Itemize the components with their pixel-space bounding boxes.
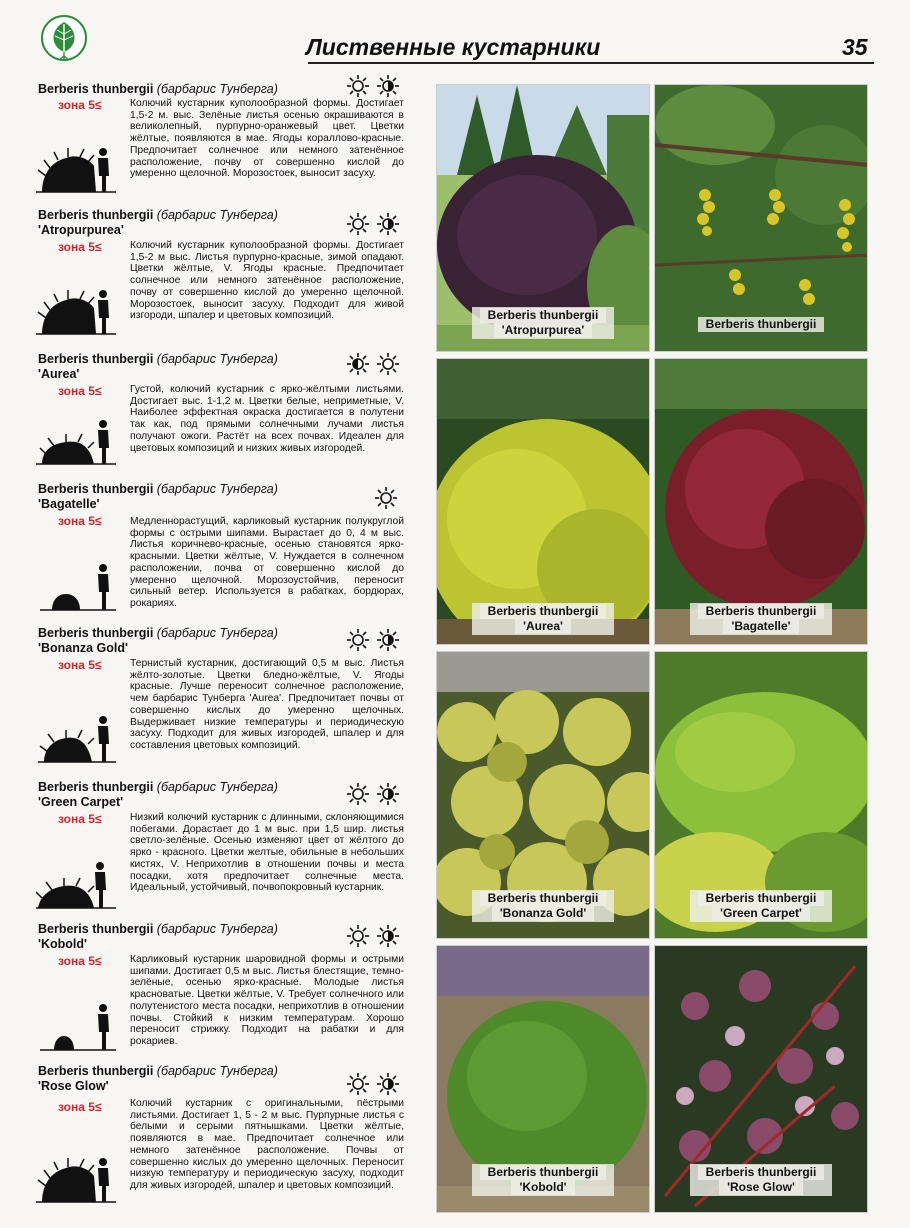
- light-icons: [374, 486, 398, 510]
- photo-green-carpet: [654, 651, 868, 939]
- photo-caption-cultivar: 'Aurea': [515, 619, 571, 634]
- latin-name: Berberis thunbergii: [38, 922, 154, 936]
- photo-bonanza-gold: [436, 651, 650, 939]
- entry-title: [38, 1064, 278, 1079]
- entry-description: Тернистый кустарник, достигающий 0,5 м выс. Листья жёлто-золотые. Цветки бледно-жёлтые, V. Ягоды красные. Лучше переносит солнечное расположение, чем барбарис Тунберга 'Aurea'. Предпочитает почвы от совершенно кислых до умеренно щелочных. Выдерживает низкие температуры и периодическую засуху. Подходит для живых изгородей, шпалер и для составления цветовых композиций.: [130, 658, 404, 751]
- shrub-silhouette-icon: [36, 1152, 116, 1204]
- entry-description: Густой, колючий кустарник с ярко-жёлтыми листьями. Достигает выс. 1-1,2 м. Цветки белые, неприметные, V. Наиболее эффектная окраска достигается в полутени так как, под прямыми солнечными лучами листья получают ожоги. Растёт на всех почвах. Идеален для цветовых композиций и низких живых изгородей.: [130, 384, 404, 454]
- shrub-silhouette-icon: [36, 142, 116, 194]
- latin-name: Berberis thunbergii: [38, 82, 154, 96]
- entry-description: Колючий кустарник куполообразной формы. Достигает 1,5-2 м. выс. Зелёные листья осенью окрашиваются в великолепный, пурпурно-оранжевый цвет. Цветки жёлтые, появляются в мае. Ягоды кораллово-красные. Предпочитает солнечное или немного затенённое расположение, почву от совершенно кислой до умеренно щелочной. Морозостоек, выносит засуху.: [130, 98, 404, 180]
- photo-thunbergii-flowers: [654, 84, 868, 352]
- photo-atropurpurea: [436, 84, 650, 352]
- shrub-silhouette-icon: [36, 284, 116, 336]
- hardiness-zone: зона 5≤: [58, 1100, 102, 1114]
- entry-title: [38, 626, 278, 641]
- entry-title: [38, 208, 278, 223]
- latin-name: Berberis thunbergii: [38, 626, 154, 640]
- photo-caption-cultivar: 'Green Carpet': [712, 906, 810, 921]
- light-icons: [346, 352, 400, 376]
- half-shade-icon: [346, 352, 370, 376]
- shrub-silhouette-icon: [36, 858, 116, 910]
- plant-entry: [0, 626, 420, 776]
- entry-title: [38, 482, 278, 497]
- shrub-silhouette-icon: [36, 560, 116, 612]
- photo-caption-line: Berberis thunbergii: [480, 891, 607, 906]
- photo-caption-line: Berberis thunbergii: [698, 1165, 825, 1180]
- hardiness-zone: зона 5≤: [58, 514, 102, 528]
- latin-name: Berberis thunbergii: [38, 1064, 154, 1078]
- cultivar-name: 'Bagatelle': [38, 497, 100, 511]
- half-shade-icon: [376, 1072, 400, 1096]
- russian-name: (барбарис Тунберга): [156, 352, 278, 366]
- photo-caption-cultivar: 'Rose Glow': [719, 1180, 803, 1195]
- plant-entry: [0, 208, 420, 348]
- half-shade-icon: [376, 924, 400, 948]
- half-shade-icon: [376, 212, 400, 236]
- sun-icon: [346, 1072, 370, 1096]
- photo-bagatelle: [654, 358, 868, 645]
- shrub-silhouette-icon: [36, 712, 116, 764]
- entry-title: [38, 922, 278, 937]
- russian-name: (барбарис Тунберга): [156, 922, 278, 936]
- entry-description: Медленнорастущий, карликовый кустарник полукруглой формы с острыми шипами. Вырастает до 0, 4 м выс. Листья коричнево-красные, осенью становятся ярко-красными. Цветки жёлтые, V. Нуждается в солнечном расположении, почва от совершенно кислой до умеренно щелочной. Морозоустойчив, переносит сильный ветер. Используется в рабатках, бордюрах, рокариях.: [130, 516, 404, 609]
- sun-icon: [346, 74, 370, 98]
- hardiness-zone: зона 5≤: [58, 954, 102, 968]
- entry-title: [38, 352, 278, 367]
- cultivar-name: 'Aurea': [38, 367, 80, 381]
- header-rule: [308, 62, 874, 64]
- light-icons: [346, 628, 400, 652]
- page-number: 35: [842, 34, 868, 60]
- russian-name: (барбарис Тунберга): [156, 780, 278, 794]
- entry-description: Колючий кустарник с оригинальными, пёстрыми листьями. Достигает 1, 5 - 2 м выс. Пурпурные листья с белыми и серыми пятнышками. Цветки жёлтые, появляются в мае. Предпочитает солнечное или немного затенённое расположение. Почвы от совершенно кислых до умеренно щелочных. Переносит низкую температуру и периодическую засуху, подходит для живых изгородей, шпалер и цветовых композиций.: [130, 1098, 404, 1191]
- shrub-silhouette-icon: [36, 418, 116, 466]
- russian-name: (барбарис Тунберга): [156, 1064, 278, 1078]
- hardiness-zone: зона 5≤: [58, 98, 102, 112]
- photo-caption-line: Berberis thunbergii: [480, 308, 607, 323]
- half-shade-icon: [376, 74, 400, 98]
- latin-name: Berberis thunbergii: [38, 352, 154, 366]
- sun-icon: [346, 628, 370, 652]
- photo-caption-line: Berberis thunbergii: [698, 604, 825, 619]
- plant-entry: [0, 922, 420, 1062]
- photo-caption-line: Berberis thunbergii: [480, 604, 607, 619]
- shrub-silhouette-icon: [36, 1000, 116, 1052]
- plant-entry: [0, 1064, 420, 1224]
- russian-name: (барбарис Тунберга): [156, 482, 278, 496]
- cultivar-name: 'Rose Glow': [38, 1079, 109, 1093]
- photo-caption-cultivar: 'Bonanza Gold': [492, 906, 594, 921]
- photo-aurea: [436, 358, 650, 645]
- entry-title: [38, 780, 278, 795]
- photo-caption-line: Berberis thunbergii: [698, 891, 825, 906]
- russian-name: (барбарис Тунберга): [156, 626, 278, 640]
- photo-rose-glow: [654, 945, 868, 1213]
- half-shade-icon: [376, 628, 400, 652]
- sun-icon: [374, 486, 398, 510]
- sun-icon: [346, 212, 370, 236]
- photo-caption-line: Berberis thunbergii: [480, 1165, 607, 1180]
- hardiness-zone: зона 5≤: [58, 240, 102, 254]
- plant-entry: [0, 780, 420, 920]
- page-title: Лиственные кустарники: [306, 34, 601, 60]
- photo-kobold: [436, 945, 650, 1213]
- half-shade-icon: [376, 782, 400, 806]
- logo-leaf-icon: [40, 12, 88, 64]
- latin-name: Berberis thunbergii: [38, 482, 154, 496]
- hardiness-zone: зона 5≤: [58, 384, 102, 398]
- entry-description: Низкий колючий кустарник с длинными, склоняющимися побегами. Дорастает до 1 м выс. при 1,5 шир. листья светло-зелёные. Осенью изменяют цвет от жёлтого до ярко - красного. Цветки желтые, обильные в небольших кистях, V. Неприхотлив в отношении почвы и места посадки, хотя предпочитает солнечные места. Идеальный, устойчивый, почвопокровный кустарник.: [130, 812, 404, 894]
- light-icons: [346, 212, 400, 236]
- sun-icon: [376, 352, 400, 376]
- russian-name: (барбарис Тунберга): [156, 208, 278, 222]
- russian-name: (барбарис Тунберга): [156, 82, 278, 96]
- light-icons: [346, 1072, 400, 1096]
- plant-entry: [0, 482, 420, 622]
- photo-caption-line: Berberis thunbergii: [698, 317, 825, 332]
- hardiness-zone: зона 5≤: [58, 658, 102, 672]
- cultivar-name: 'Atropurpurea': [38, 223, 124, 237]
- latin-name: Berberis thunbergii: [38, 780, 154, 794]
- hardiness-zone: зона 5≤: [58, 812, 102, 826]
- light-icons: [346, 924, 400, 948]
- cultivar-name: 'Green Carpet': [38, 795, 124, 809]
- photo-caption-cultivar: 'Bagatelle': [723, 619, 798, 634]
- light-icons: [346, 74, 400, 98]
- light-icons: [346, 782, 400, 806]
- cultivar-name: 'Kobold': [38, 937, 87, 951]
- plant-entry: [0, 82, 420, 212]
- entry-title: [38, 82, 278, 97]
- plant-entry: [0, 352, 420, 480]
- entry-description: Карликовый кустарник шаровидной формы и острыми шипами. Достигает 0,5 м выс. Листья блестящие, темно-зелёные, осенью ярко-красные. Молодые листья красноватые. Цветки жёлтые, V. Требует солнечного или полутенистого места посадки, неприхотлив в отношении почвы. Стойкий к низким температурам. Хорошо переносит стрижку. Подходит на рабатки и для рокариев.: [130, 954, 404, 1047]
- sun-icon: [346, 924, 370, 948]
- photo-caption-cultivar: 'Atropurpurea': [494, 323, 592, 338]
- entry-description: Колючий кустарник куполообразной формы. Достигает 1,5-2 м выс. Листья пурпурно-красные, зимой опадают. Цветки жёлтые, V. Ягоды красные. Предпочитает солнечное или немного затенённое расположение, почву от совершенно кислой до умеренно щелочной. Морозостоек, выносит засуху. Подходит для живой изгороди, шпалер и цветовых композиций.: [130, 240, 404, 322]
- sun-icon: [346, 782, 370, 806]
- photo-caption-cultivar: 'Kobold': [511, 1180, 574, 1195]
- cultivar-name: 'Bonanza Gold': [38, 641, 128, 655]
- latin-name: Berberis thunbergii: [38, 208, 154, 222]
